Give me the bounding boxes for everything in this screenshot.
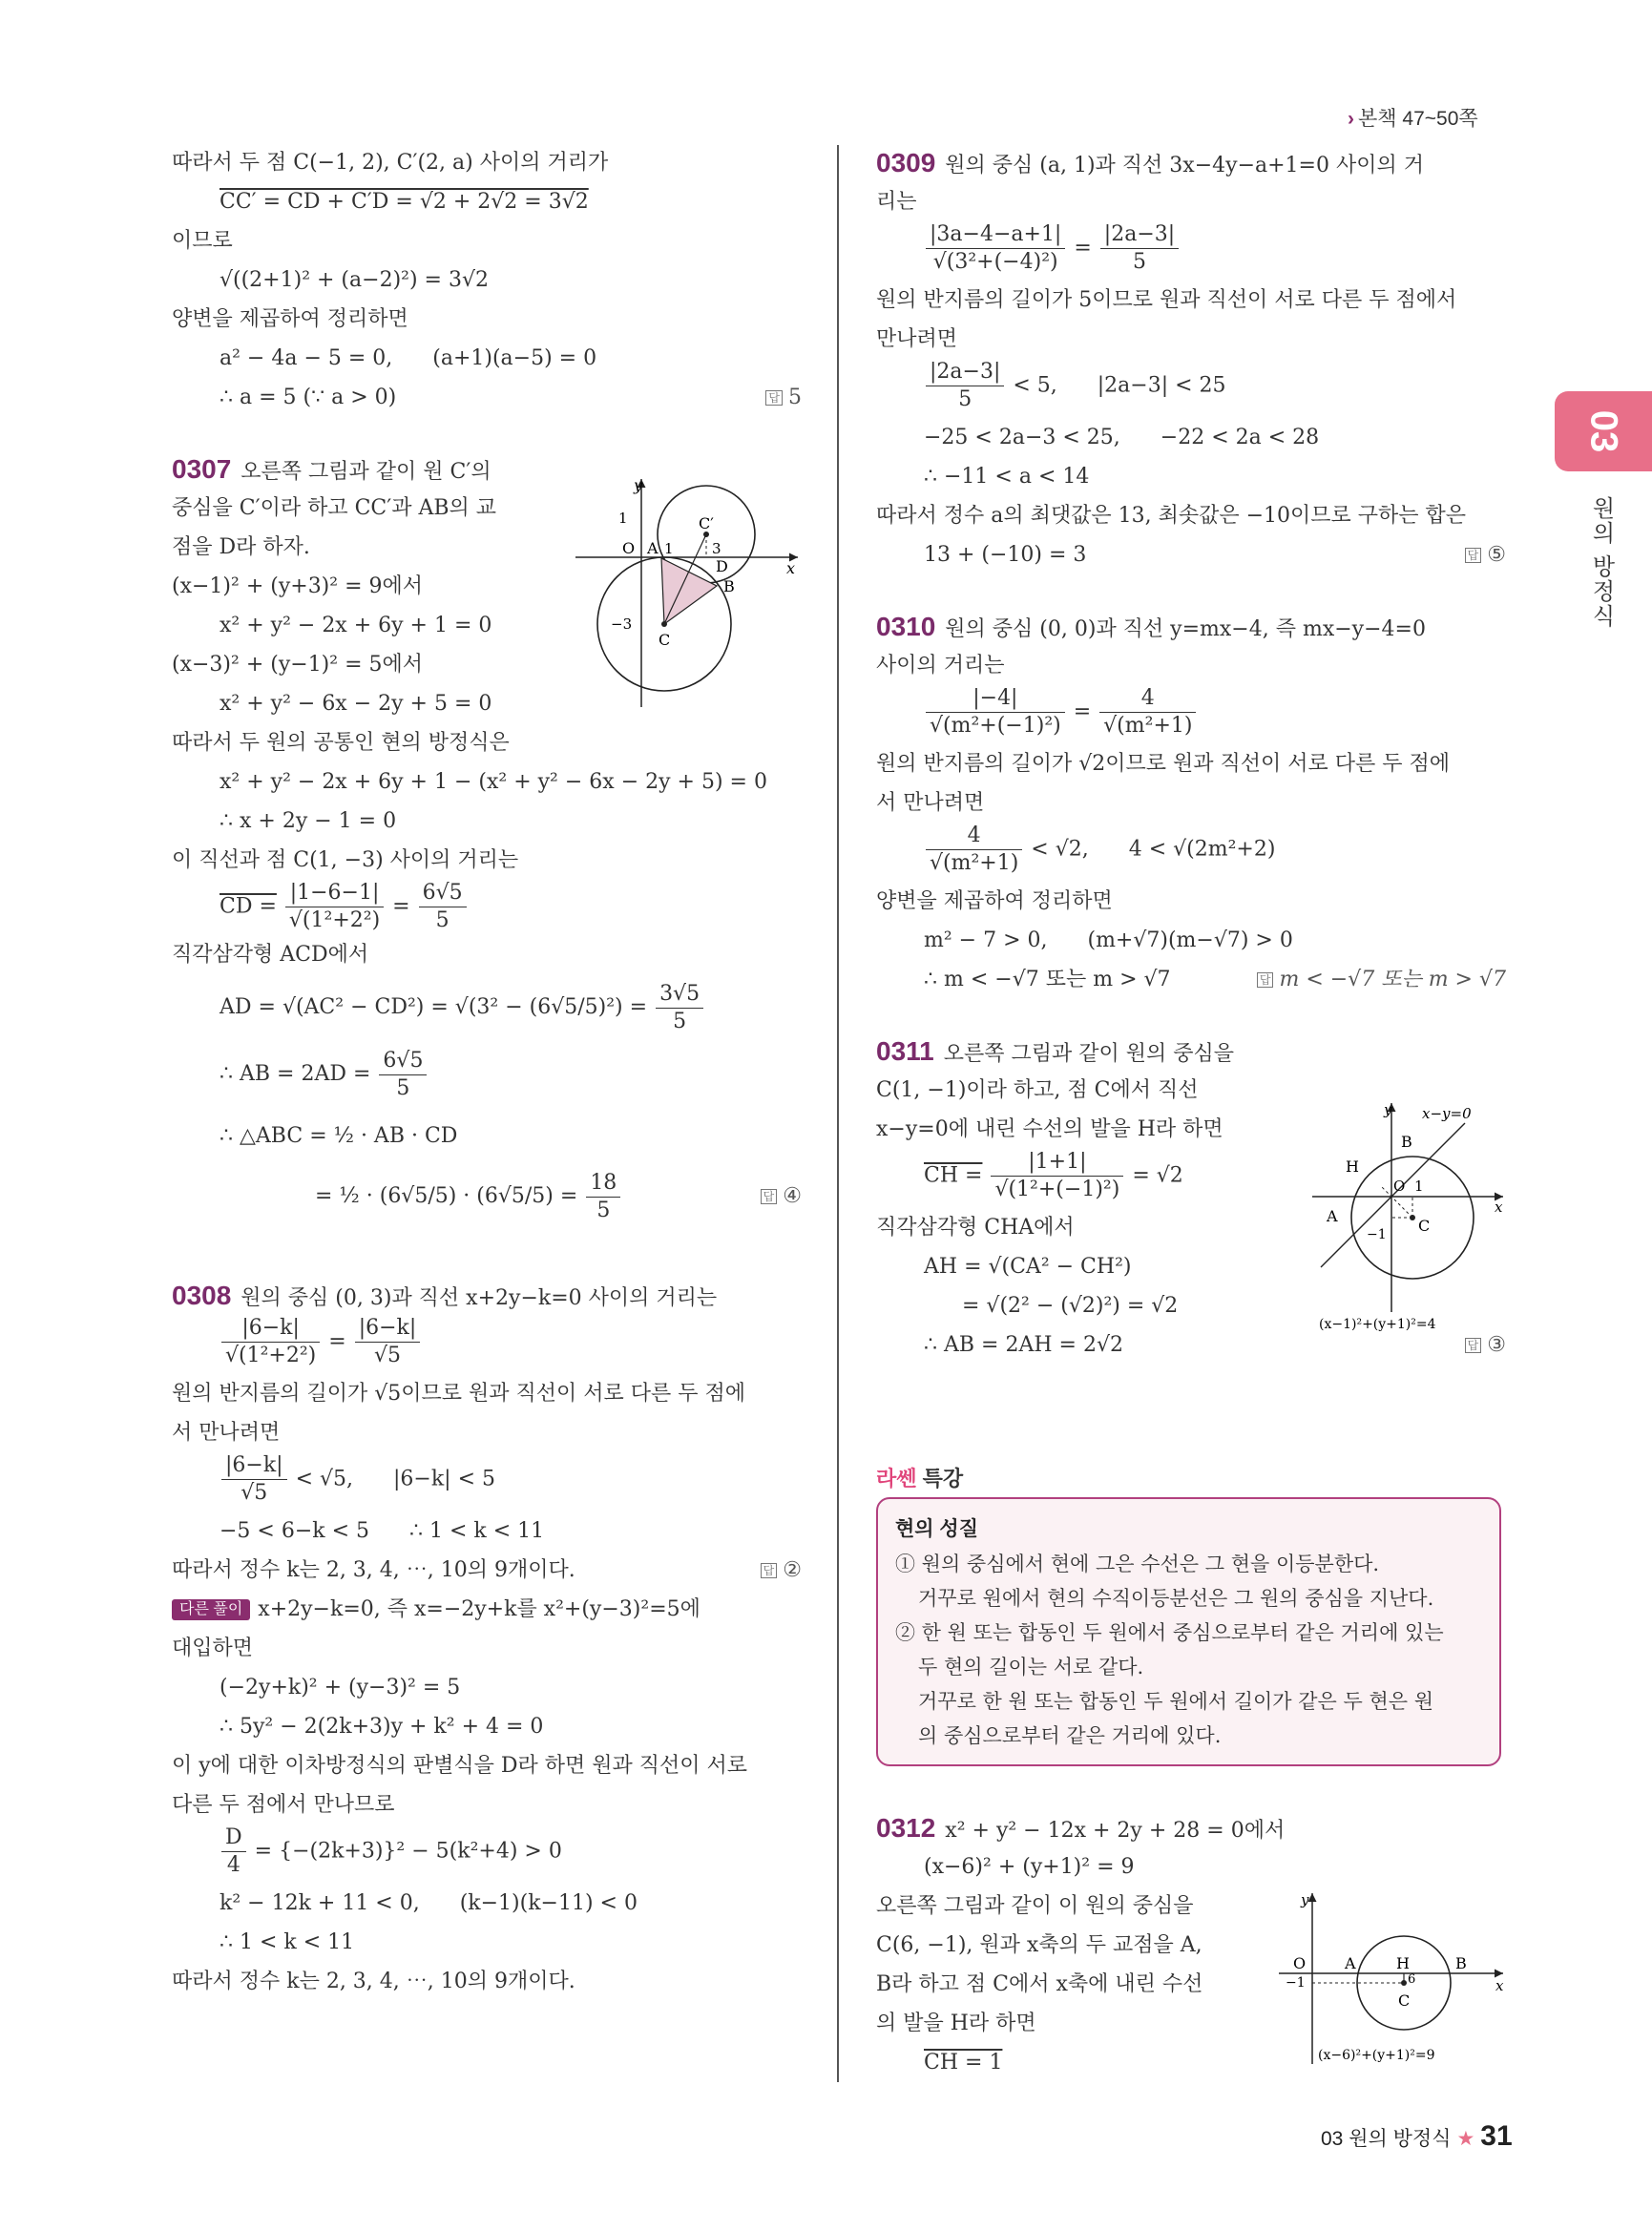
- formula-line: CH = 1: [924, 2051, 1003, 2075]
- text-line: 서 만나려면: [876, 791, 985, 815]
- text-line: C(6, −1), 원과 x축의 두 교점을 A,: [876, 1933, 1202, 1957]
- figure-0312: [1274, 1887, 1508, 2069]
- figure-0307: [571, 473, 809, 712]
- formula-line: AH = √(CA² − CH²): [924, 1255, 1132, 1279]
- tick-label: −3: [611, 615, 633, 633]
- formula-line: ∴ 5y² − 2(2k+3)y + k² + 4 = 0: [220, 1715, 544, 1739]
- formula-line: $\frac{|2a-3|}{5}$ < 5, |2a−3| < 25: [876, 359, 1506, 418]
- svg-text:1: 1: [1414, 1178, 1424, 1195]
- formula-line: AD = √(AC² − CD²) = √(3² − (6√5/5)²) = $\frac{3√5}{5}$: [172, 974, 802, 1041]
- lecture-item: 의 중심으로부터 같은 거리에 있다.: [918, 1724, 1222, 1747]
- svg-text:B: B: [1401, 1133, 1412, 1151]
- formula-line: ∴ 1 < k < 11: [220, 1930, 355, 1954]
- answer-mark: 답 5: [765, 378, 802, 417]
- problem-0307: 0307 오른쪽 그림과 같이 원 C′의: [172, 454, 491, 484]
- svg-text:C: C: [1398, 1991, 1411, 2010]
- formula-line: $\frac{|-4|}{\text{√(m²+(−1)²)}}$ = $\frac{4}{\text{√(m²+1)}}$: [876, 685, 1506, 744]
- formula-line: $\frac{|6-k|}{√5}$ < √5, |6−k| < 5: [172, 1452, 802, 1512]
- lecture-box: [876, 1463, 1501, 1766]
- text-line: 이므로: [172, 229, 233, 253]
- header-page-range: 본책 47~50쪽: [1358, 108, 1478, 130]
- answer-mark: 답 ②: [761, 1551, 802, 1590]
- point-label: A: [647, 539, 659, 557]
- chevron-right-icon: ›: [1348, 108, 1354, 130]
- axis-label: y: [634, 476, 643, 494]
- formula-line: $\frac{4}{\text{√(m²+1)}}$ < √2, 4 < √(2m²+2): [876, 823, 1506, 882]
- text-line: B라 하고 점 C에서 x축에 내린 수선: [876, 1972, 1203, 1996]
- svg-text:O: O: [1293, 1954, 1307, 1972]
- text-line: (x−3)² + (y−1)² = 5에서: [172, 653, 424, 677]
- problem-number: 0307: [172, 454, 232, 484]
- problem-0309: 0309 원의 중심 (a, 1)과 직선 3x−4y−a+1=0 사이의 거: [876, 148, 1424, 177]
- star-icon: ★: [1456, 2128, 1475, 2150]
- svg-text:x: x: [1495, 1977, 1504, 1994]
- alt-solution-tag: 다른 풀이: [172, 1599, 250, 1620]
- answer-mark: 답 ③: [1465, 1325, 1506, 1365]
- text-line: 양변을 제곱하여 정리하면: [876, 889, 1113, 913]
- answer-icon: 답: [765, 390, 783, 406]
- formula-line: m² − 7 > 0, (m+√7)(m−√7) > 0: [924, 928, 1293, 952]
- formula-line: 13 + (−10) = 3 답 ⑤: [876, 535, 1506, 574]
- svg-text:O: O: [1393, 1178, 1406, 1195]
- svg-text:y: y: [1384, 1101, 1392, 1118]
- text-line: 따라서 정수 a의 최댓값은 13, 최솟값은 −10이므로 구하는 합은: [876, 504, 1467, 528]
- problem-number: 0311: [876, 1036, 934, 1066]
- text-line: 원의 반지름의 길이가 √2이므로 원과 직선이 서로 다른 두 점에: [876, 752, 1451, 776]
- formula-line: x² + y² − 2x + 6y + 1 − (x² + y² − 6x − 2y + 5) = 0: [220, 770, 767, 794]
- text-line: 따라서 정수 k는 2, 3, 4, ⋯, 10의 9개이다.: [172, 1970, 575, 1993]
- svg-text:H: H: [1346, 1157, 1359, 1176]
- lecture-content: [876, 1497, 1501, 1766]
- text-line: 사이의 거리는: [876, 654, 1005, 678]
- axis-label: x: [786, 559, 796, 577]
- formula-line: −25 < 2a−3 < 25, −22 < 2a < 28: [924, 426, 1320, 449]
- lecture-item: ② 한 원 또는 합동인 두 원에서 중심으로부터 같은 거리에 있는: [895, 1621, 1444, 1644]
- problem-0312-title: 0312 x² + y² − 12x + 2y + 28 = 0에서: [876, 1813, 1286, 1843]
- tick-label: 1: [618, 510, 628, 527]
- svg-text:6: 6: [1408, 1972, 1416, 1987]
- formula-line: √((2+1)² + (a−2)²) = 3√2: [220, 268, 489, 292]
- formula-line: ∴ a = 5 (∵ a > 0) 답 5: [172, 378, 802, 417]
- svg-text:A: A: [1327, 1207, 1338, 1225]
- text-line: 이 직선과 점 C(1, −3) 사이의 거리는: [172, 848, 519, 872]
- formula-line: ∴ AB = 2AD = $\frac{6√5}{5}$: [172, 1041, 802, 1108]
- answer-icon: 답: [1465, 548, 1482, 563]
- answer-icon: 답: [761, 1563, 778, 1578]
- lecture-item: 거꾸로 한 원 또는 합동인 두 원에서 길이가 같은 두 현은 원: [918, 1690, 1434, 1713]
- text-line: 다른 두 점에서 만나므로: [172, 1793, 395, 1817]
- page-footer: [1321, 2120, 1513, 2153]
- chapter-tab[interactable]: [1555, 391, 1652, 471]
- problem-0311: 0311 오른쪽 그림과 같이 원의 중심을: [876, 1036, 1234, 1066]
- answer-icon: 답: [1465, 1338, 1482, 1353]
- text-line: (x−1)² + (y+3)² = 9에서: [172, 574, 424, 598]
- text-line: 만나려면: [876, 327, 958, 351]
- formula-line: CC′ = CD + C′D = √2 + 2√2 = 3√2: [220, 190, 589, 214]
- text-line: 직각삼각형 CHA에서: [876, 1216, 1075, 1240]
- lecture-item: 거꾸로 원에서 현의 수직이등분선은 그 원의 중심을 지난다.: [918, 1587, 1434, 1610]
- svg-text:(x−1)²+(y+1)²=4: (x−1)²+(y+1)²=4: [1319, 1317, 1436, 1332]
- formula-line: CD = $\frac{|1-6-1|}{\text{√(1²+2²)}}$ = $\frac{6√5}{5}$: [172, 880, 802, 935]
- text-line: 오른쪽 그림과 같이 이 원의 중심을: [876, 1894, 1194, 1918]
- column-divider: [837, 145, 839, 2082]
- page-number: 31: [1480, 2120, 1513, 2152]
- formula-line: (x−6)² + (y+1)² = 9: [924, 1855, 1135, 1879]
- lecture-heading: 현의 성질: [895, 1518, 978, 1540]
- alt-solution: 다른 풀이 x+2y−k=0, 즉 x=−2y+k를 x²+(y−3)²=5에: [172, 1590, 802, 1629]
- formula-line: = ½ · (6√5/5) · (6√5/5) = $\frac{18}{5}$ 답 ④: [172, 1165, 802, 1228]
- text-line: 중심을 C′이라 하고 CC′과 AB의 교: [172, 496, 497, 520]
- text-line: 대입하면: [172, 1637, 254, 1660]
- tick-label: 3: [712, 540, 721, 557]
- formula-line: $\frac{|6-k|}{\text{√(1²+2²)}}$ = $\frac{|6-k|}{√5}$: [172, 1315, 802, 1374]
- answer-mark: 답 ⑤: [1465, 535, 1506, 574]
- text-line: 점을 D라 하자.: [172, 535, 310, 559]
- svg-text:A: A: [1345, 1954, 1356, 1972]
- formula-line: ∴ −11 < a < 14: [924, 465, 1090, 489]
- svg-text:x−y=0: x−y=0: [1422, 1105, 1472, 1122]
- tick-label: 1: [664, 540, 674, 557]
- formula-line: = √(2² − (√2)²) = √2: [962, 1294, 1179, 1318]
- text-line: 원의 반지름의 길이가 √5이므로 원과 직선이 서로 다른 두 점에: [172, 1382, 746, 1406]
- answer-icon: 답: [761, 1189, 778, 1204]
- problem-0310: 0310 원의 중심 (0, 0)과 직선 y=mx−4, 즉 mx−y−4=0: [876, 612, 1426, 641]
- formula-line: x² + y² − 2x + 6y + 1 = 0: [220, 614, 492, 637]
- formula-line: a² − 4a − 5 = 0, (a+1)(a−5) = 0: [220, 346, 597, 370]
- formula-line: ∴ x + 2y − 1 = 0: [220, 809, 397, 833]
- formula-line: ∴ m < −√7 또는 m > √7 답 m < −√7 또는 m > √7: [876, 960, 1506, 999]
- lecture-item: ① 원의 중심에서 현에 그은 수선은 그 현을 이등분한다.: [895, 1553, 1380, 1575]
- svg-text:C: C: [1418, 1217, 1431, 1235]
- point-label: D: [716, 557, 728, 575]
- formula-line: $\frac{|3a-4-a+1|}{\text{√(3²+(−4)²)}}$ = $\frac{|2a-3|}{5}$: [876, 221, 1506, 281]
- answer-icon: 답: [1257, 972, 1274, 988]
- svg-text:B: B: [1455, 1954, 1467, 1972]
- problem-number: 0309: [876, 148, 936, 177]
- figure-0311: [1307, 1097, 1508, 1345]
- text-line: 따라서 두 점 C(−1, 2), C′(2, a) 사이의 거리가: [172, 151, 609, 175]
- text-line: x−y=0에 내린 수선의 발을 H라 하면: [876, 1117, 1223, 1141]
- svg-text:(x−6)²+(y+1)²=9: (x−6)²+(y+1)²=9: [1318, 2048, 1435, 2063]
- problem-number: 0308: [172, 1281, 232, 1310]
- lecture-item: 두 현의 길이는 서로 같다.: [918, 1656, 1144, 1678]
- svg-text:y: y: [1301, 1891, 1309, 1908]
- point-label: C′: [699, 514, 714, 532]
- formula-line: CH = $\frac{|1+1|}{\text{√(1²+(−1)²)}}$ = √2: [924, 1150, 1183, 1201]
- chapter-number: 03: [1582, 409, 1624, 453]
- svg-text:−1: −1: [1286, 1975, 1306, 1991]
- formula-line: (−2y+k)² + (y−3)² = 5: [220, 1676, 461, 1699]
- point-label: O: [622, 539, 636, 557]
- svg-text:x: x: [1495, 1199, 1503, 1216]
- text-line: C(1, −1)이라 하고, 점 C에서 직선: [876, 1078, 1199, 1102]
- svg-text:H: H: [1396, 1954, 1410, 1972]
- answer-mark: 답 ④: [761, 1165, 802, 1228]
- page-header: [1348, 103, 1478, 132]
- text-line: 원의 반지름의 길이가 5이므로 원과 직선이 서로 다른 두 점에서: [876, 288, 1457, 312]
- formula-line: $\frac{D}{4}$ = {−(2k+3)}² − 5(k²+4) > 0: [172, 1824, 802, 1884]
- text-line: 이 y에 대한 이차방정식의 판별식을 D라 하면 원과 직선이 서로: [172, 1754, 748, 1778]
- formula-line: k² − 12k + 11 < 0, (k−1)(k−11) < 0: [220, 1891, 638, 1915]
- text-line: 직각삼각형 ACD에서: [172, 943, 369, 967]
- text-line: 양변을 제곱하여 정리하면: [172, 307, 408, 331]
- formula-line: ∴ AB = 2AH = 2√2 답 ③: [876, 1325, 1506, 1365]
- answer-mark: 답 m < −√7 또는 m > √7: [1257, 960, 1506, 999]
- problem-number: 0310: [876, 612, 936, 641]
- left-column: [172, 143, 802, 2001]
- text-line: 따라서 정수 k는 2, 3, 4, ⋯, 10의 9개이다. 답 ②: [172, 1551, 802, 1590]
- point-label: B: [723, 577, 735, 595]
- lecture-title: 라쎈 특강: [876, 1467, 964, 1491]
- point-label: C: [659, 631, 671, 649]
- formula-line: x² + y² − 6x − 2y + 5 = 0: [220, 692, 492, 716]
- svg-text:−1: −1: [1367, 1227, 1387, 1242]
- formula-line: ∴ △ABC = ½ · AB · CD: [220, 1124, 458, 1148]
- chapter-title: 원의 방정식: [1588, 496, 1614, 629]
- text-line: 의 발을 H라 하면: [876, 2012, 1036, 2035]
- footer-chapter: 03 원의 방정식: [1321, 2128, 1452, 2150]
- problem-0308: 0308 원의 중심 (0, 3)과 직선 x+2y−k=0 사이의 거리는: [172, 1281, 718, 1310]
- text-line: 따라서 두 원의 공통인 현의 방정식은: [172, 731, 510, 755]
- formula-line: −5 < 6−k < 5 ∴ 1 < k < 11: [220, 1519, 545, 1543]
- problem-number: 0312: [876, 1813, 936, 1843]
- text-line: 서 만나려면: [172, 1421, 281, 1445]
- text-line: 리는: [876, 190, 917, 214]
